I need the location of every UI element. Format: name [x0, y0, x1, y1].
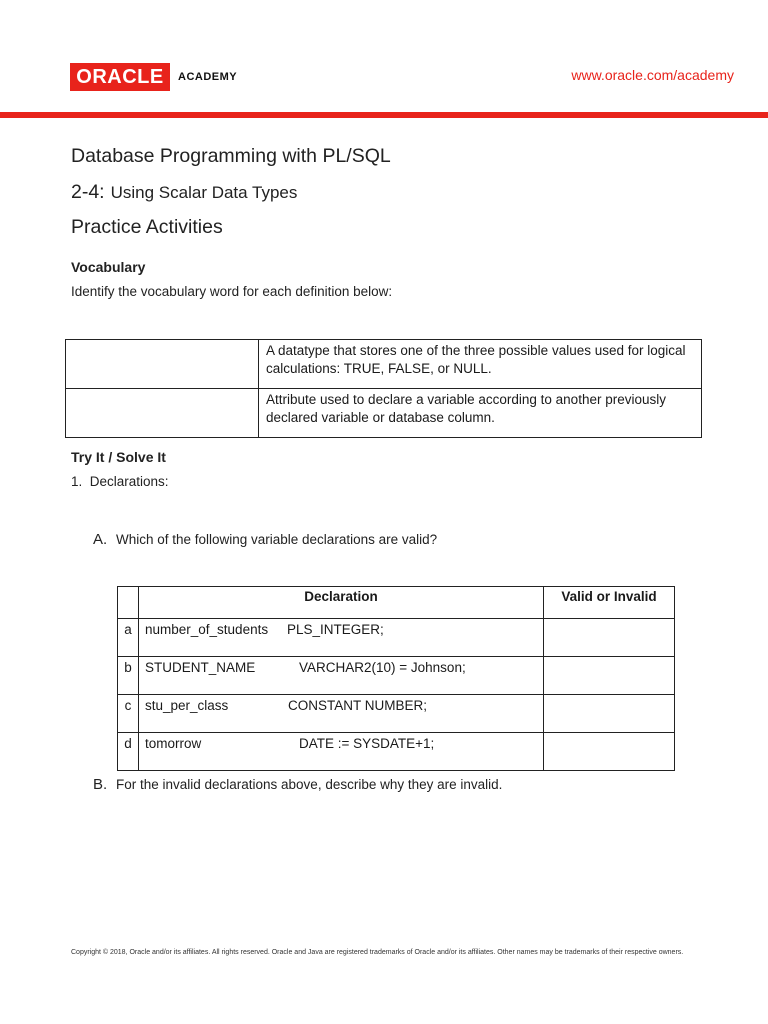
- vocabulary-instruction: Identify the vocabulary word for each definition below:: [71, 284, 393, 299]
- variable-type: CONSTANT NUMBER;: [288, 698, 428, 713]
- variable-type: VARCHAR2(10) = Johnson;: [299, 660, 466, 675]
- vocab-definition-cell: A datatype that stores one of the three possible values used for logical calculations: TRUE, FALSE, or NULL.: [259, 340, 702, 389]
- header-divider: [0, 112, 768, 118]
- vocab-term-cell[interactable]: [66, 340, 259, 389]
- question-b: [93, 776, 502, 793]
- row-letter: d: [118, 733, 139, 771]
- question-b-letter: B.: [93, 776, 108, 793]
- header-valid-invalid: Valid or Invalid: [544, 587, 675, 619]
- valid-answer-cell[interactable]: [544, 733, 675, 771]
- row-letter: a: [118, 619, 139, 657]
- try-it-heading: Try It / Solve It: [71, 449, 166, 465]
- vocab-definition-cell: Attribute used to declare a variable according to another previously declared variable or database column.: [259, 389, 702, 438]
- question-b-text: For the invalid declarations above, describe why they are invalid.: [115, 777, 503, 792]
- row-letter: b: [118, 657, 139, 695]
- valid-answer-cell[interactable]: [544, 695, 675, 733]
- variable-name: tomorrow: [145, 736, 202, 751]
- academy-label: ACADEMY: [178, 71, 238, 83]
- variable-name: STUDENT_NAME: [145, 660, 256, 675]
- variable-name: number_of_students: [145, 622, 269, 637]
- header-letter-cell: [118, 587, 139, 619]
- course-title: Database Programming with PL/SQL: [71, 145, 391, 167]
- table-row: [118, 733, 675, 771]
- row-letter: c: [118, 695, 139, 733]
- lesson-number: 2-4:: [71, 181, 105, 203]
- table-header-row: [118, 587, 675, 619]
- table-row: [118, 695, 675, 733]
- declarations-table: [117, 586, 675, 771]
- oracle-logo-text: ORACLE: [76, 66, 164, 88]
- valid-answer-cell[interactable]: [544, 619, 675, 657]
- question-a-letter: A.: [93, 531, 108, 548]
- academy-url-link[interactable]: www.oracle.com/academy: [571, 67, 734, 83]
- header-declaration: Declaration: [139, 587, 544, 619]
- declaration-cell: [139, 619, 544, 657]
- variable-type: DATE := SYSDATE+1;: [299, 736, 435, 751]
- table-row: [118, 657, 675, 695]
- oracle-logo: [70, 63, 170, 91]
- declaration-cell: [139, 695, 544, 733]
- valid-answer-cell[interactable]: [544, 657, 675, 695]
- declaration-cell: [139, 733, 544, 771]
- table-row: [118, 619, 675, 657]
- section-title: Practice Activities: [71, 216, 223, 238]
- declaration-cell: [139, 657, 544, 695]
- copyright-footer: Copyright © 2018, Oracle and/or its affiliates. All rights reserved. Oracle and Java are registered trademarks of Oracle and/or its affiliates. Other names may be trademarks of their respective owners.: [71, 949, 684, 956]
- question-a-text: Which of the following variable declarations are valid?: [115, 532, 438, 547]
- variable-type: PLS_INTEGER;: [287, 622, 384, 637]
- item-declarations: 1. Declarations:: [71, 474, 169, 489]
- table-row: [66, 389, 702, 438]
- variable-name: stu_per_class: [145, 698, 229, 713]
- vocab-term-cell[interactable]: [66, 389, 259, 438]
- vocabulary-heading: Vocabulary: [71, 259, 146, 275]
- table-row: [66, 340, 702, 389]
- vocabulary-table: [65, 339, 702, 438]
- lesson-name: Using Scalar Data Types: [110, 183, 298, 202]
- question-a: [93, 531, 437, 548]
- lesson-title: [71, 181, 297, 204]
